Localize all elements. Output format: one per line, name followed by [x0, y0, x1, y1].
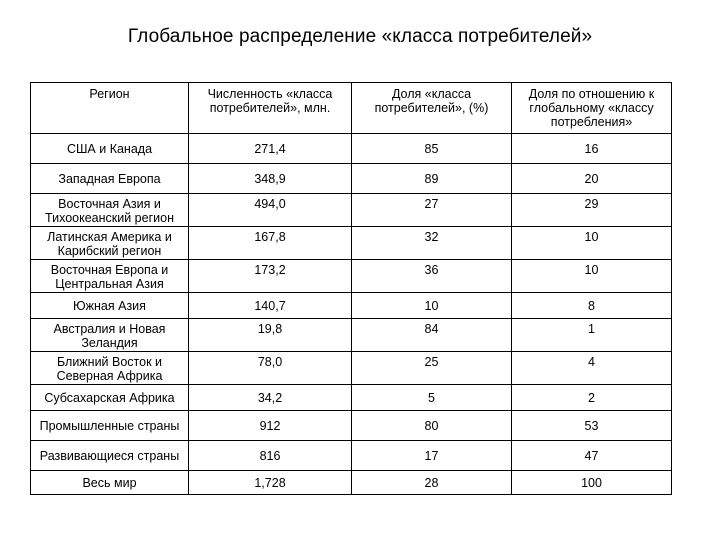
cell-global-share: 16 [512, 134, 672, 164]
cell-share: 10 [352, 293, 512, 319]
cell-global-share: 1 [512, 319, 672, 352]
cell-region: Западная Европа [31, 164, 189, 194]
table-row [31, 194, 672, 227]
cell-share: 32 [352, 227, 512, 260]
cell-region: Развивающиеся страны [31, 441, 189, 471]
cell-global-share: 10 [512, 260, 672, 293]
cell-population: 1,728 [189, 471, 352, 495]
cell-region: США и Канада [31, 134, 189, 164]
header-global-share: Доля по отношению к глобальному «классу потребления» [512, 83, 672, 134]
cell-global-share: 53 [512, 411, 672, 441]
header-region: Регион [31, 83, 189, 134]
cell-region: Весь мир [31, 471, 189, 495]
cell-population: 167,8 [189, 227, 352, 260]
cell-share: 85 [352, 134, 512, 164]
cell-global-share: 10 [512, 227, 672, 260]
table-row [31, 134, 672, 164]
cell-share: 28 [352, 471, 512, 495]
cell-region: Восточная Европа и Центральная Азия [31, 260, 189, 293]
cell-global-share: 20 [512, 164, 672, 194]
cell-global-share: 47 [512, 441, 672, 471]
cell-region: Восточная Азия и Тихоокеанский регион [31, 194, 189, 227]
page-title: Глобальное распределение «класса потребителей» [127, 26, 593, 47]
consumer-class-table [30, 82, 672, 495]
header-share: Доля «класса потребителей», (%) [352, 83, 512, 134]
cell-region: Латинская Америка и Карибский регион [31, 227, 189, 260]
cell-share: 25 [352, 352, 512, 385]
cell-region: Ближний Восток и Северная Африка [31, 352, 189, 385]
cell-share: 5 [352, 385, 512, 411]
cell-population: 34,2 [189, 385, 352, 411]
table-row [31, 319, 672, 352]
cell-population: 816 [189, 441, 352, 471]
cell-population: 912 [189, 411, 352, 441]
table-row [31, 260, 672, 293]
cell-share: 17 [352, 441, 512, 471]
cell-region: Промышленные страны [31, 411, 189, 441]
cell-population: 173,2 [189, 260, 352, 293]
table-row [31, 471, 672, 495]
cell-region: Южная Азия [31, 293, 189, 319]
cell-share: 89 [352, 164, 512, 194]
table-row [31, 227, 672, 260]
cell-share: 80 [352, 411, 512, 441]
cell-population: 271,4 [189, 134, 352, 164]
table-row [31, 385, 672, 411]
cell-global-share: 29 [512, 194, 672, 227]
table-row [31, 352, 672, 385]
cell-share: 84 [352, 319, 512, 352]
table-row [31, 441, 672, 471]
table-row [31, 293, 672, 319]
cell-global-share: 8 [512, 293, 672, 319]
cell-population: 19,8 [189, 319, 352, 352]
cell-population: 348,9 [189, 164, 352, 194]
cell-population: 494,0 [189, 194, 352, 227]
cell-global-share: 100 [512, 471, 672, 495]
cell-global-share: 4 [512, 352, 672, 385]
cell-region: Субсахарская Африка [31, 385, 189, 411]
table-row [31, 411, 672, 441]
cell-global-share: 2 [512, 385, 672, 411]
table-header-row [31, 83, 672, 134]
cell-share: 27 [352, 194, 512, 227]
cell-region: Австралия и Новая Зеландия [31, 319, 189, 352]
cell-share: 36 [352, 260, 512, 293]
cell-population: 78,0 [189, 352, 352, 385]
header-population: Численность «класса потребителей», млн. [189, 83, 352, 134]
cell-population: 140,7 [189, 293, 352, 319]
table-row [31, 164, 672, 194]
